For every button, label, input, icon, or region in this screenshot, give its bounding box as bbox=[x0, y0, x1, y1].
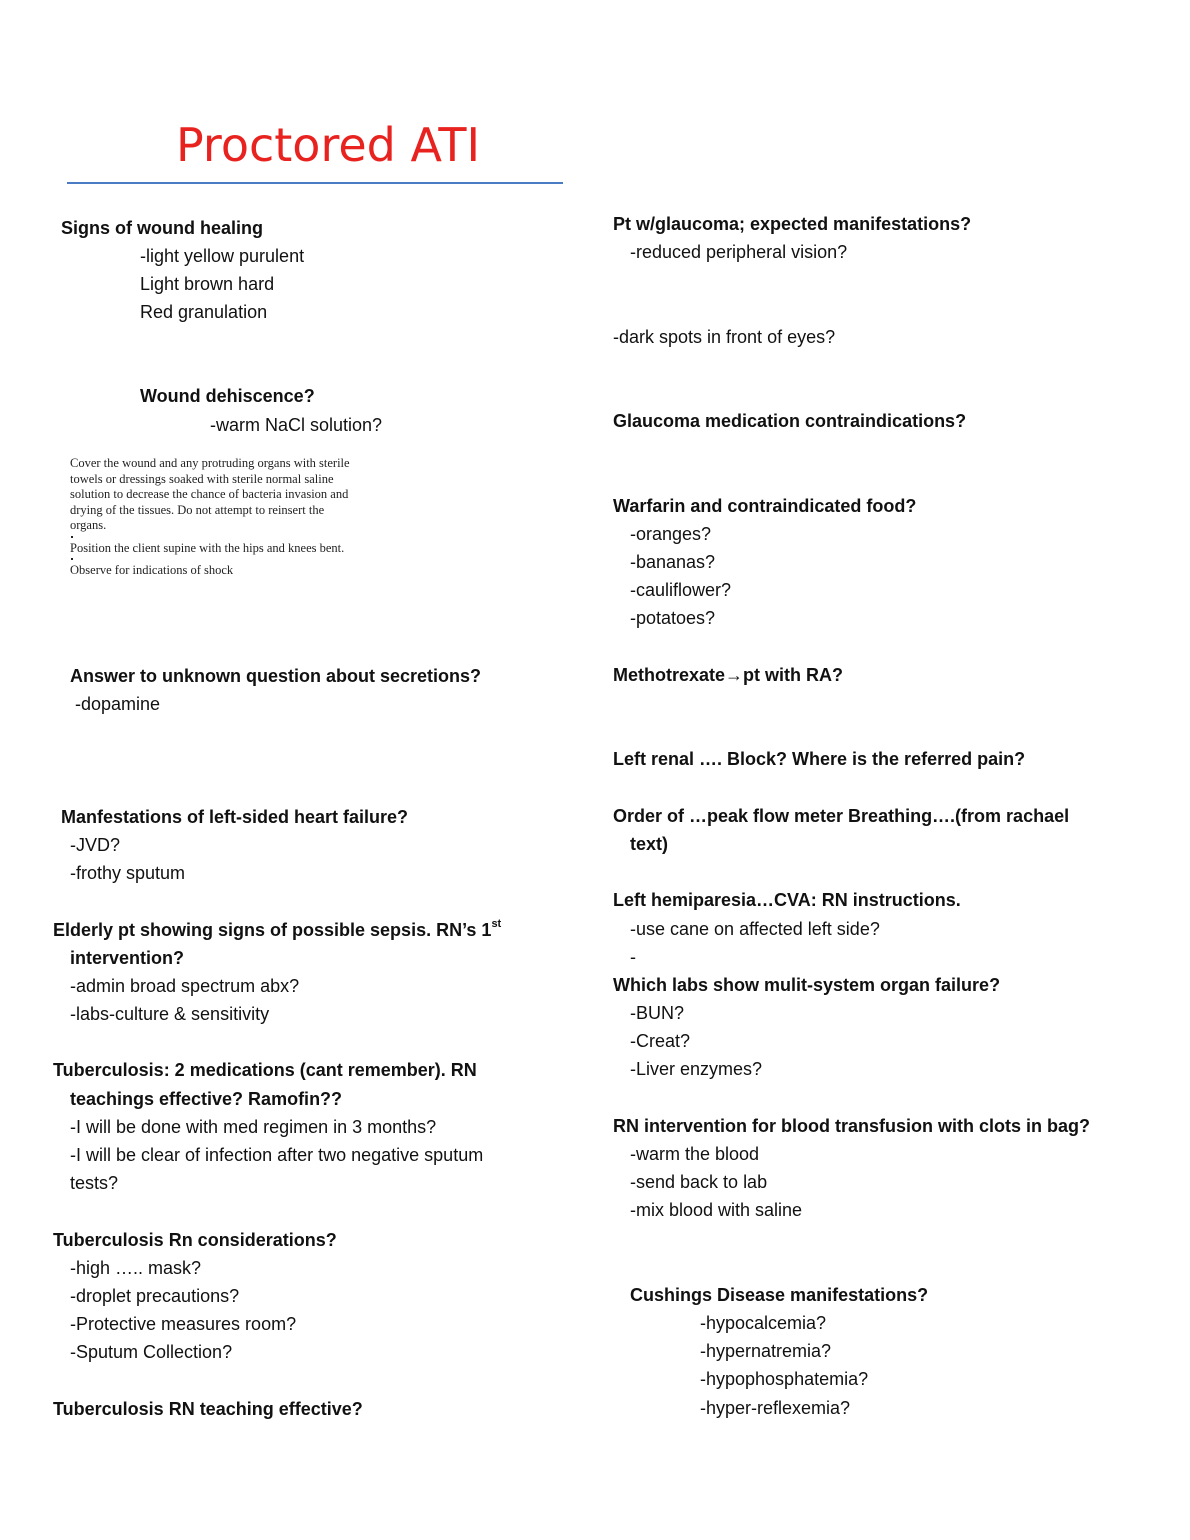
list-item: -hypernatremia? bbox=[700, 1341, 832, 1361]
list-item: -labs-culture & sensitivity bbox=[70, 1004, 270, 1024]
glaucoma-heading: Pt w/glaucoma; expected manifestations? bbox=[613, 214, 972, 234]
tb-teaching-heading: Tuberculosis RN teaching effective? bbox=[53, 1399, 363, 1419]
note-line: organs. bbox=[70, 518, 107, 532]
list-item: -Sputum Collection? bbox=[70, 1342, 233, 1362]
renal-heading: Left renal …. Block? Where is the referred pain? bbox=[613, 749, 1026, 769]
dehiscence-answer: -warm NaCl solution? bbox=[210, 415, 383, 435]
secretions-heading: Answer to unknown question about secretions? bbox=[70, 666, 482, 686]
sepsis-heading: Elderly pt showing signs of possible sepsis. RN’s 1st bbox=[53, 918, 502, 940]
list-item: -use cane on affected left side? bbox=[630, 919, 880, 939]
list-item: -send back to lab bbox=[630, 1172, 768, 1192]
secretions-answer: -dopamine bbox=[75, 694, 161, 714]
bullet-icon bbox=[71, 558, 73, 560]
list-item: -dark spots in front of eyes? bbox=[613, 327, 836, 347]
list-item: -oranges? bbox=[630, 524, 712, 544]
list-item: -I will be clear of infection after two negative sputum bbox=[70, 1145, 484, 1165]
heart-failure-heading: Manfestations of left-sided heart failure? bbox=[61, 807, 409, 827]
glaucoma-meds-heading: Glaucoma medication contraindications? bbox=[613, 411, 967, 431]
arrow-right-icon: → bbox=[725, 665, 744, 685]
list-item: - bbox=[630, 947, 636, 967]
list-item: -reduced peripheral vision? bbox=[630, 242, 848, 262]
cushings-heading: Cushings Disease manifestations? bbox=[630, 1285, 929, 1305]
list-item: -cauliflower? bbox=[630, 580, 732, 600]
tb-meds-heading-cont: teachings effective? Ramofin?? bbox=[70, 1089, 343, 1109]
note-line: Cover the wound and any protruding organs with sterile bbox=[70, 456, 350, 470]
list-item: -high ….. mask? bbox=[70, 1258, 202, 1278]
list-item: Light brown hard bbox=[140, 274, 275, 294]
list-item: -hypocalcemia? bbox=[700, 1313, 827, 1333]
peak-flow-heading-cont: text) bbox=[630, 834, 669, 854]
list-item: -frothy sputum bbox=[70, 863, 186, 883]
list-item: -warm the blood bbox=[630, 1144, 760, 1164]
list-item: -droplet precautions? bbox=[70, 1286, 240, 1306]
list-item: -admin broad spectrum abx? bbox=[70, 976, 300, 996]
list-item: -hypophosphatemia? bbox=[700, 1369, 869, 1389]
tb-meds-heading: Tuberculosis: 2 medications (cant remember). RN bbox=[53, 1060, 477, 1080]
title-underline bbox=[67, 182, 563, 184]
list-item: -JVD? bbox=[70, 835, 121, 855]
note-line: towels or dressings soaked with sterile normal saline bbox=[70, 471, 334, 486]
note-line: drying of the tissues. Do not attempt to reinsert the bbox=[70, 502, 325, 517]
methotrexate-heading: Methotrexate→pt with RA? bbox=[613, 665, 844, 685]
note-bullet: Observe for indications of shock bbox=[70, 563, 234, 577]
dehiscence-heading: Wound dehiscence? bbox=[140, 386, 315, 406]
peak-flow-heading: Order of …peak flow meter Breathing….(from rachael bbox=[613, 806, 1070, 826]
page-title: Proctored ATI bbox=[176, 118, 481, 172]
list-item: -BUN? bbox=[630, 1003, 685, 1023]
warfarin-heading: Warfarin and contraindicated food? bbox=[613, 496, 917, 516]
list-item: -hyper-reflexemia? bbox=[700, 1398, 851, 1418]
transfusion-heading: RN intervention for blood transfusion with clots in bag? bbox=[613, 1116, 1090, 1136]
note-bullet: Position the client supine with the hips and knees bent. bbox=[70, 541, 345, 555]
list-item: -Liver enzymes? bbox=[630, 1059, 763, 1079]
wound-healing-heading: Signs of wound healing bbox=[61, 218, 263, 238]
note-line: solution to decrease the chance of bacteria invasion and bbox=[70, 487, 349, 501]
hemiparesia-heading: Left hemiparesia…CVA: RN instructions. bbox=[613, 890, 961, 910]
list-item: -bananas? bbox=[630, 552, 716, 572]
list-item: -I will be done with med regimen in 3 months? bbox=[70, 1117, 437, 1137]
list-item-cont: tests? bbox=[70, 1173, 119, 1193]
list-item: -mix blood with saline bbox=[630, 1200, 803, 1220]
list-item: -potatoes? bbox=[630, 608, 716, 628]
list-item: -light yellow purulent bbox=[140, 246, 305, 266]
list-item: -Protective measures room? bbox=[70, 1314, 297, 1334]
sepsis-heading-cont: intervention? bbox=[70, 948, 185, 968]
bullet-icon bbox=[71, 536, 73, 538]
list-item: -Creat? bbox=[630, 1031, 691, 1051]
organ-failure-heading: Which labs show mulit-system organ failure? bbox=[613, 975, 1001, 995]
tb-considerations-heading: Tuberculosis Rn considerations? bbox=[53, 1230, 337, 1250]
list-item: Red granulation bbox=[140, 302, 268, 322]
